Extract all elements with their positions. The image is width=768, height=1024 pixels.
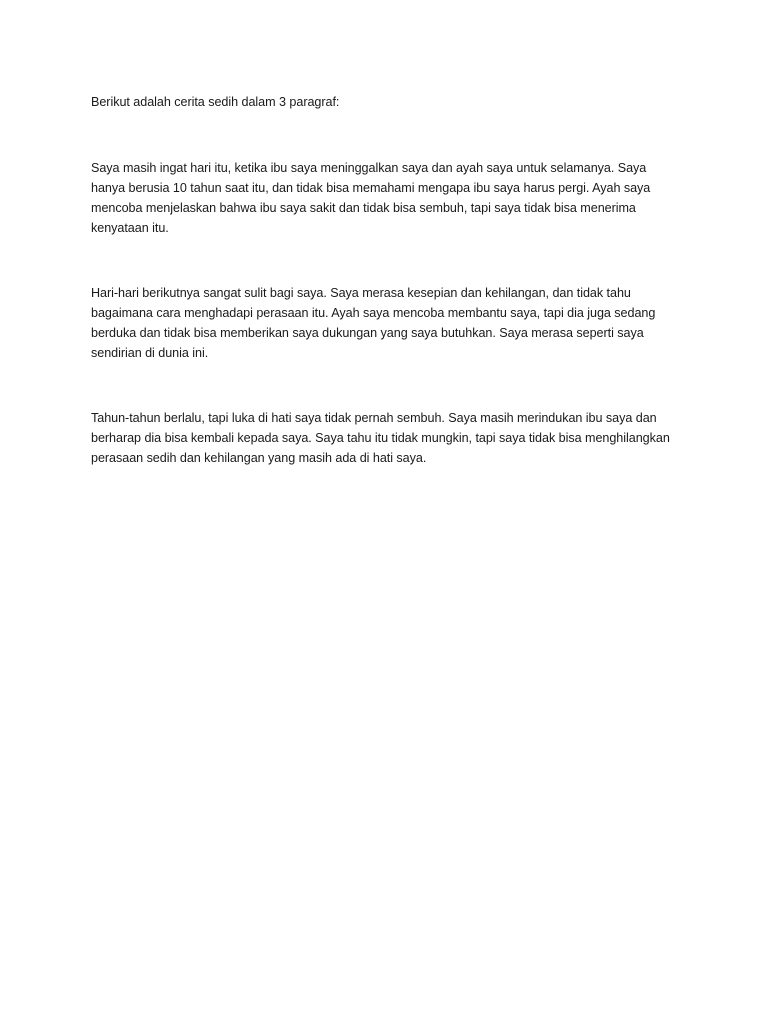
document-body: [91, 92, 681, 468]
paragraph-2: Hari-hari berikutnya sangat sulit bagi saya. Saya merasa kesepian dan kehilangan, dan tidak tahu bagaimana cara menghadapi perasaan itu. Ayah saya mencoba membantu saya, tapi dia juga sedang berduka dan tidak bisa memberikan saya dukungan yang saya butuhkan. Saya merasa seperti saya sendirian di dunia ini.: [91, 286, 656, 360]
intro-line: Berikut adalah cerita sedih dalam 3 paragraf:: [91, 95, 340, 109]
paragraph-1: Saya masih ingat hari itu, ketika ibu saya meninggalkan saya dan ayah saya untuk selamanya. Saya hanya berusia 10 tahun saat itu, dan tidak bisa memahami mengapa ibu saya harus pergi. Ayah saya mencoba menjelaskan bahwa ibu saya sakit dan tidak bisa sembuh, tapi saya tidak bisa menerima kenyataan itu.: [91, 161, 651, 235]
paragraph-3: Tahun-tahun berlalu, tapi luka di hati saya tidak pernah sembuh. Saya masih merindukan ibu saya dan berharap dia bisa kembali kepada saya. Saya tahu itu tidak mungkin, tapi saya tidak bisa menghilangkan perasaan sedih dan kehilangan yang masih ada di hati saya.: [91, 411, 670, 465]
